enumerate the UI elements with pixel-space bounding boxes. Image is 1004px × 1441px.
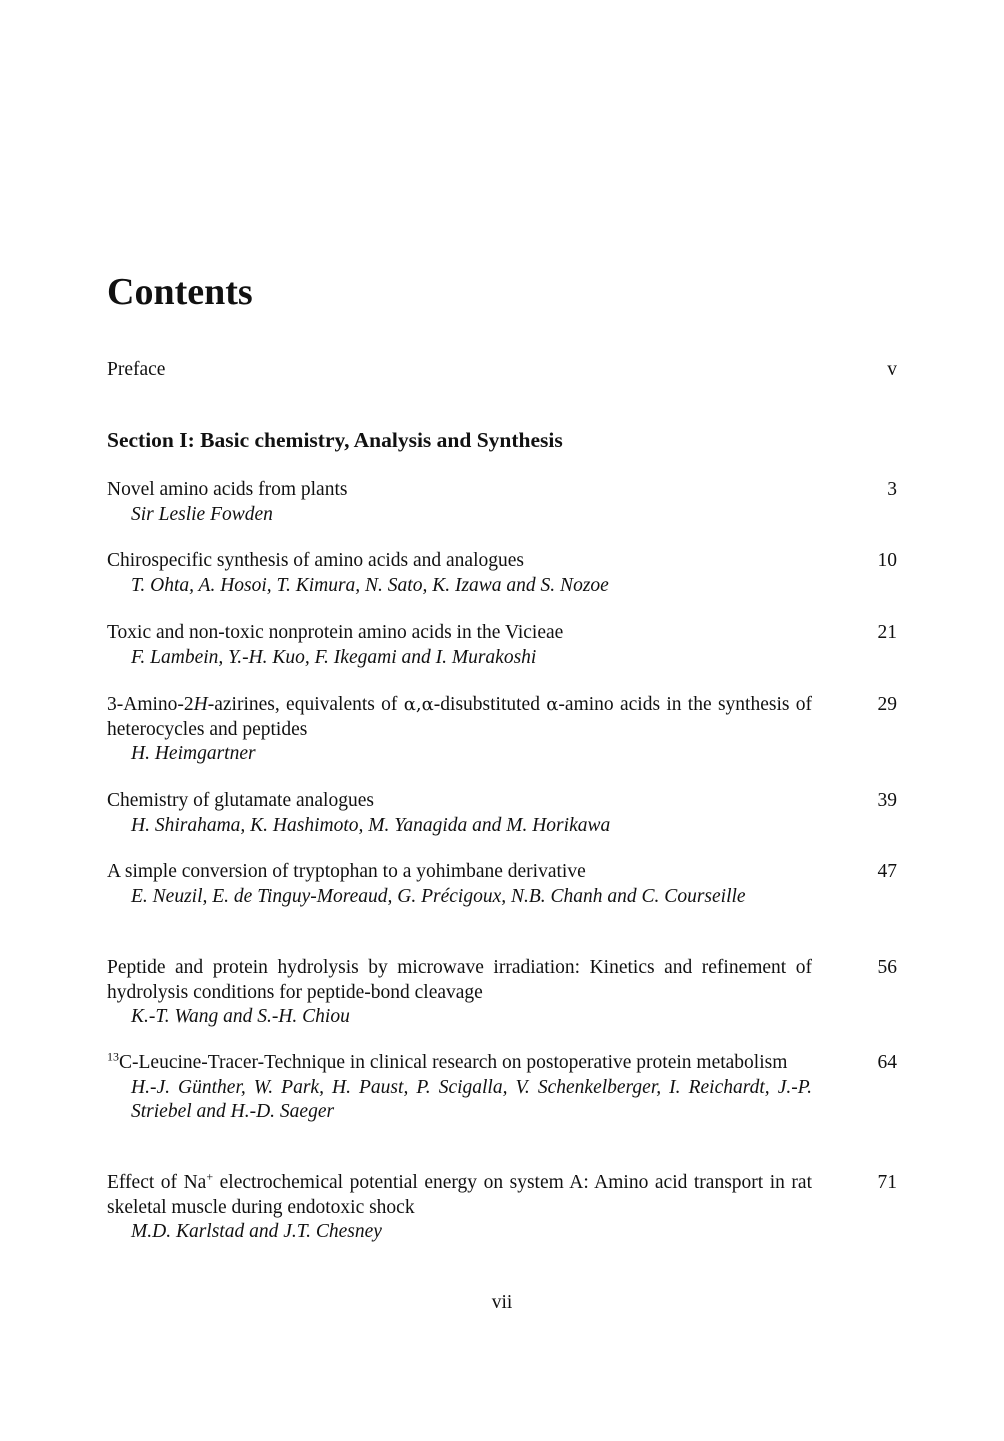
entry-title (107, 693, 812, 742)
page-number: 3 (887, 479, 897, 500)
toc-entry[interactable] (107, 789, 897, 838)
entry-authors: M.D. Karlstad and J.T. Chesney (131, 1221, 382, 1242)
entry-title: Peptide and protein hydrolysis by microwave irradiation: Kinetics and refinement of hydrolysis conditions for peptide-bond cleavage (107, 957, 812, 1003)
folio-page-number: vii (491, 1292, 513, 1313)
page-number: 71 (877, 1172, 897, 1193)
title-part: electrochemical potential energy on system A: Amino acid transport in rat skeletal muscle during endotoxic shock (107, 1172, 813, 1218)
entry-authors: K.-T. Wang and S.-H. Chiou (131, 1006, 350, 1027)
page-number: 47 (877, 861, 897, 882)
superscript-13: 13 (107, 1049, 119, 1064)
toc-entry[interactable] (107, 860, 897, 909)
title-part: C-Leucine-Tracer-Technique in clinical research on postoperative protein metabolism (119, 1052, 788, 1073)
toc-entry[interactable] (107, 549, 897, 598)
page-number: v (887, 359, 897, 380)
page-number: 29 (877, 694, 897, 715)
entry-authors: F. Lambein, Y.-H. Kuo, F. Ikegami and I. Murakoshi (131, 646, 537, 668)
title-part: 3-Amino-2 (107, 694, 194, 715)
entry-authors: T. Ohta, A. Hosoi, T. Kimura, N. Sato, K. Izawa and S. Nozoe (131, 574, 609, 596)
title-part: -amino acids in the synthesis of heterocycles and peptides (107, 694, 812, 740)
alpha-symbol: α,α (403, 694, 434, 715)
entry-authors: H. Heimgartner (131, 743, 256, 764)
toc-entry[interactable] (107, 1051, 897, 1125)
entry-title: Chemistry of glutamate analogues (107, 790, 374, 811)
section-heading: Section I: Basic chemistry, Analysis and Synthesis (107, 428, 563, 452)
page-number: 21 (877, 622, 897, 643)
page-number: 64 (877, 1052, 897, 1073)
title-part: Effect of Na (107, 1172, 207, 1193)
entry-title: Preface (107, 359, 166, 380)
toc-entry[interactable] (107, 693, 897, 767)
entry-title: Toxic and non-toxic nonprotein amino acids in the Vicieae (107, 622, 564, 643)
superscript-plus: + (206, 1169, 214, 1184)
entry-authors: Sir Leslie Fowden (131, 503, 273, 525)
entry-title (107, 1171, 812, 1220)
toc-entry[interactable] (107, 478, 897, 527)
entry-authors: E. Neuzil, E. de Tinguy-Moreaud, G. Précigoux, N.B. Chanh and C. Courseille (131, 885, 746, 907)
page-title: Contents (107, 271, 253, 313)
toc-entry[interactable] (107, 621, 897, 670)
page-number: 10 (877, 550, 897, 571)
toc-entry[interactable] (107, 1171, 897, 1245)
page-number: 56 (877, 957, 897, 978)
entry-title (107, 1051, 812, 1076)
title-italic-h: H (193, 694, 208, 715)
title-part: -disubstituted (433, 694, 547, 715)
alpha-symbol: α (546, 694, 559, 715)
toc-entry[interactable] (107, 956, 897, 1030)
entry-authors: H. Shirahama, K. Hashimoto, M. Yanagida and M. Horikawa (131, 814, 611, 836)
toc-entry-preface[interactable] (107, 358, 897, 383)
entry-authors: H.-J. Günther, W. Park, H. Paust, P. Scigalla, V. Schenkelberger, I. Reichardt, J.-P. Striebel and H.-D. Saeger (131, 1076, 812, 1122)
entry-title: A simple conversion of tryptophan to a yohimbane derivative (107, 861, 586, 882)
title-part: -azirines, equivalents of (207, 694, 404, 715)
entry-title: Chirospecific synthesis of amino acids and analogues (107, 550, 524, 571)
page-number: 39 (877, 790, 897, 811)
entry-title: Novel amino acids from plants (107, 479, 348, 500)
